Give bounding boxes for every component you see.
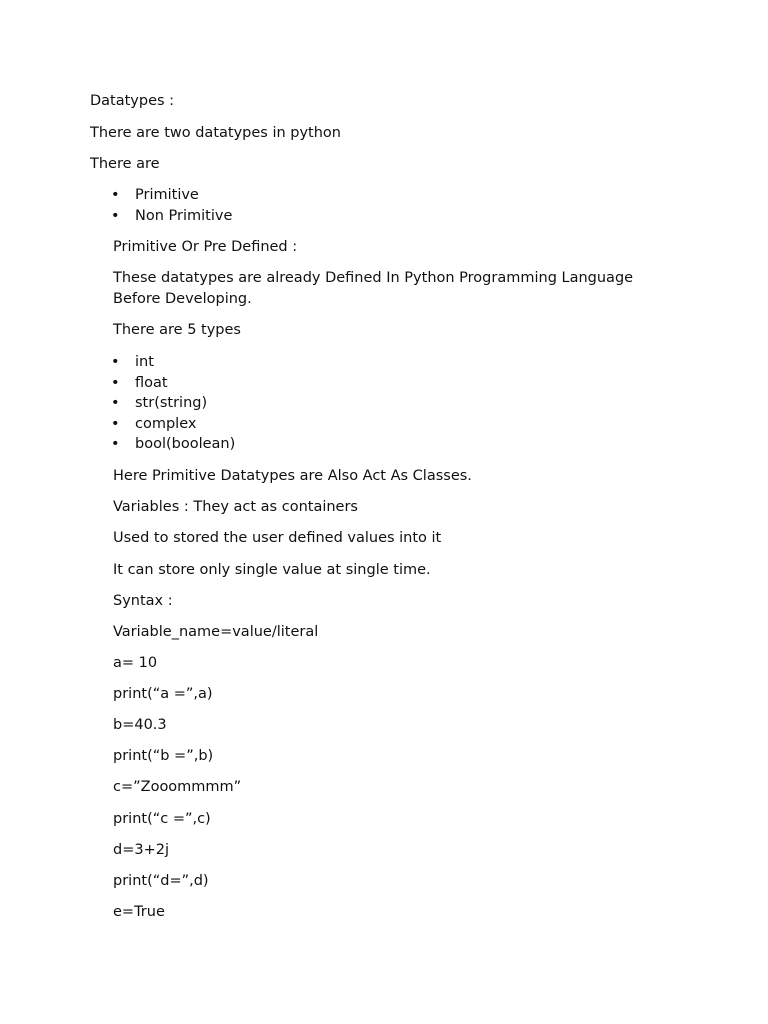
- primitive-description: These datatypes are already Defined In Python Programming Language Before Developing.: [113, 270, 634, 307]
- list-item-label: str(string): [135, 395, 208, 412]
- variables-usage: Used to stored the user defined values into it: [113, 530, 442, 546]
- list-item: [90, 352, 235, 373]
- code-line: e=True: [113, 904, 165, 920]
- syntax-line: Variable_name=value/literal: [113, 624, 319, 640]
- list-item: [90, 434, 235, 455]
- bullet-icon: •: [111, 436, 120, 453]
- bullet-icon: •: [111, 187, 120, 203]
- list-item-label: int: [135, 354, 154, 370]
- intro-text: There are two datatypes in python: [90, 125, 341, 141]
- list-item: [90, 393, 235, 414]
- list-item-label: float: [135, 374, 168, 391]
- list-item: [90, 414, 235, 435]
- list-item: [90, 373, 235, 394]
- list-item: [90, 185, 232, 206]
- code-line: c=”Zooommmm”: [113, 779, 242, 795]
- code-line: print(“a =”,a): [113, 686, 213, 702]
- there-are-text: There are: [90, 156, 160, 172]
- code-line: b=40.3: [113, 717, 167, 733]
- list-item-label: Primitive: [135, 187, 199, 203]
- code-line: a= 10: [113, 655, 158, 671]
- list-item-label: Non Primitive: [135, 207, 233, 224]
- code-line: d=3+2j: [113, 842, 169, 858]
- variables-definition: Variables : They act as containers: [113, 499, 358, 515]
- bullet-icon: •: [111, 395, 120, 412]
- syntax-label: Syntax :: [113, 593, 173, 609]
- bullet-icon: •: [111, 374, 120, 391]
- document-heading: Datatypes :: [90, 93, 175, 109]
- code-line: print(“d=”,d): [113, 873, 209, 889]
- types-count-text: There are 5 types: [113, 322, 241, 338]
- bullet-icon: •: [111, 415, 120, 432]
- list-item-label: complex: [135, 415, 197, 432]
- list-item: [90, 206, 232, 227]
- list-item-label: bool(boolean): [135, 436, 236, 453]
- types-list: [90, 352, 235, 455]
- variables-single-value: It can store only single value at single time.: [113, 562, 431, 578]
- classes-note: Here Primitive Datatypes are Also Act As Classes.: [113, 468, 472, 484]
- primitive-heading: Primitive Or Pre Defined :: [113, 239, 298, 255]
- category-list: [90, 185, 232, 226]
- bullet-icon: •: [111, 207, 120, 224]
- code-line: print(“c =”,c): [113, 811, 211, 827]
- code-line: print(“b =”,b): [113, 748, 214, 764]
- bullet-icon: •: [111, 354, 120, 370]
